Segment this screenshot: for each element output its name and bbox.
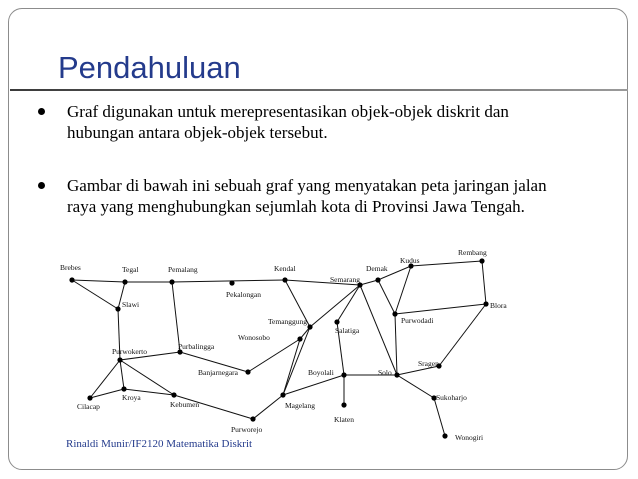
city-node-brebes [69,277,74,282]
road-edge-banjarnegara-wonosobo [248,339,300,372]
city-label-blora: Blora [490,301,507,310]
city-node-magelang [280,392,285,397]
city-label-kebumen: Kebumen [170,400,200,409]
city-label-wonogiri: Wonogiri [455,433,484,442]
city-label-sukoharjo: Sukoharjo [436,393,467,402]
road-edge-magelang-boyolali [283,375,344,395]
road-edge-brebes-slawi [72,280,118,309]
road-edge-brebes-tegal [72,280,125,282]
city-node-salatiga [334,319,339,324]
city-label-purworejo: Purworejo [231,425,263,434]
city-label-pekalongan: Pekalongan [226,290,261,299]
bullet-text-2: Gambar di bawah ini sebuah graf yang menyatakan peta jaringan jalan raya yang menghubungkan sejumlah kota di Provinsi Jawa Tengah. [67,176,547,216]
city-node-pekalongan [229,280,234,285]
footer-credit: Rinaldi Munir/IF2120 Matematika Diskrit [66,438,253,450]
bullet-text-1: Graf digunakan untuk merepresentasikan objek-objek diskrit dan hubungan antara objek-objek tersebut. [67,102,509,142]
city-label-temanggung: Temanggung [268,317,308,326]
city-node-banjarnegara [245,369,250,374]
city-node-pemalang [169,279,174,284]
city-label-purbalingga: Purbalingga [178,342,215,351]
road-edge-semarang-solo [360,285,397,375]
road-edge-semarang-salatiga [337,285,360,322]
city-label-banjarnegara: Banjarnegara [198,368,238,377]
slide-title: Pendahuluan [58,50,241,85]
city-label-kendal: Kendal [274,264,296,273]
road-edge-sukoharjo-wonogiri [434,398,445,436]
road-edge-solo-sukoharjo [397,375,434,398]
city-node-wonosobo [297,336,302,341]
city-node-purwodadi [392,311,397,316]
city-label-brebes: Brebes [60,263,81,272]
city-node-kebumen [171,392,176,397]
city-node-rembang [479,258,484,263]
road-edge-purwodadi-solo [395,314,397,375]
city-label-salatiga: Salatiga [335,326,360,335]
city-label-wonosobo: Wonosobo [238,333,270,342]
road-edge-pemalang-kendal [172,280,285,282]
city-node-temanggung [307,324,312,329]
road-edge-semarang-demak [360,280,378,285]
city-node-demak [375,277,380,282]
city-node-kroya [121,386,126,391]
city-label-boyolali: Boyolali [308,368,334,377]
city-label-purwodadi: Purwodadi [401,316,434,325]
road-edge-kudus-purwodadi [395,266,411,314]
road-edge-purwodadi-blora [395,304,486,314]
city-label-pemalang: Pemalang [168,265,198,274]
city-node-slawi [115,306,120,311]
city-node-tegal [122,279,127,284]
city-label-kroya: Kroya [122,393,141,402]
city-node-cilacap [87,395,92,400]
road-edge-purworejo-magelang [253,395,283,419]
road-edge-sragen-blora [439,304,486,366]
city-label-demak: Demak [366,264,388,273]
city-label-klaten: Klaten [334,415,354,424]
road-edge-cilacap-kroya [90,389,124,398]
city-node-boyolali [341,372,346,377]
city-node-solo [394,372,399,377]
city-node-wonogiri [442,433,447,438]
road-edge-purwokerto-kroya [120,360,124,389]
city-label-semarang: Semarang [330,275,360,284]
city-node-purworejo [250,416,255,421]
city-node-purwokerto [117,357,122,362]
city-node-kendal [282,277,287,282]
city-label-slawi: Slawi [122,300,140,309]
city-label-solo: Solo [378,368,392,377]
road-edge-rembang-blora [482,261,486,304]
city-label-purwokerto: Purwokerto [112,347,147,356]
road-edge-temanggung-magelang [283,327,310,395]
road-edge-purwokerto-cilacap [90,360,120,398]
city-label-cilacap: Cilacap [77,402,100,411]
city-label-sragen: Sragen [418,359,439,368]
city-label-magelang: Magelang [285,401,315,410]
road-edge-kudus-rembang [411,261,482,266]
city-node-blora [483,301,488,306]
city-label-tegal: Tegal [122,265,139,274]
road-edge-wonosobo-magelang [283,339,300,395]
road-edge-demak-purwodadi [378,280,395,314]
city-label-kudus: Kudus [400,256,420,265]
city-label-rembang: Rembang [458,248,487,257]
city-node-klaten [341,402,346,407]
